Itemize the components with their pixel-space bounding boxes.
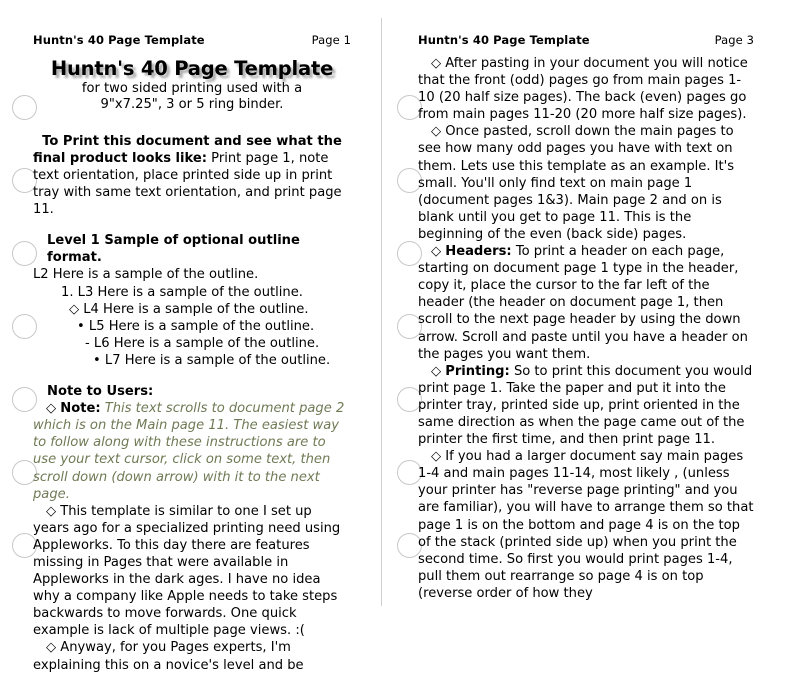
larger-document-paragraph — [418, 448, 754, 602]
right-page-header — [418, 33, 754, 47]
outline-heading: Level 1 Sample of optional outline format. — [47, 233, 300, 266]
diamond-icon: ◇ — [431, 363, 446, 379]
right-header-title: Huntn's 40 Page Template — [418, 33, 590, 47]
diamond-icon: ◇ — [431, 449, 446, 465]
print-instructions-paragraph — [33, 150, 351, 218]
diamond-icon: ◇ — [431, 244, 446, 260]
outline-text-l4: L4 Here is a sample of the outline. — [83, 301, 309, 317]
printing-paragraph — [418, 363, 754, 448]
document-subtitle-line-2: 9"x7.25", 3 or 5 ring binder. — [100, 97, 284, 113]
larger-document-text: If you had a larger document say main pages 1-4 and main pages 11-14, most likely , (unless your printer has "reverse page printing" and you are familiar), you will have to arrange them so that page 1 is on the bottom and page 4 is on the top of the stack (printed side up) when you print the second time. So first you would print pages 1-4, pull them out rearrange so page 4 is on top (reverse order of how they — [418, 449, 754, 601]
outline-text-l3: L3 Here is a sample of the outline. — [77, 284, 303, 300]
diamond-icon: ◇ — [46, 503, 61, 519]
right-page — [382, 0, 800, 618]
after-pasting-paragraph — [418, 55, 754, 123]
outline-item-l7 — [33, 352, 351, 369]
note-paragraph — [33, 400, 351, 503]
outline-item-l4 — [33, 301, 351, 318]
bullet-icon: • — [93, 352, 101, 368]
after-pasting-text: After pasting in your document you will notice that the front (odd) pages go from main pages 1-10 (20 half size pages). The back (even) pages go from main pages 11-20 (20 more half size pages). — [418, 56, 748, 123]
left-page-header — [33, 33, 351, 47]
left-page — [0, 0, 381, 673]
dash-icon: - — [85, 335, 90, 351]
right-page-body — [418, 55, 754, 602]
once-pasted-paragraph — [418, 123, 754, 243]
template-history-text: This template is similar to one I set up years ago for a specialized printing need using Appleworks. To this day there are features missing in Pages that were available in Appleworks in the dark ages. I have no idea why a company like Apple needs to take steps backwards to move forwards. One quick example is lack of multiple page views. :( — [33, 503, 341, 639]
outline-item-l2: L2 Here is a sample of the outline. — [33, 267, 259, 283]
diamond-icon: ◇ — [431, 56, 446, 71]
left-page-body — [33, 58, 351, 674]
left-header-title: Huntn's 40 Page Template — [33, 33, 205, 47]
pages-experts-text: Anyway, for you Pages experts, I'm explaining this on a novice's level and be — [33, 640, 304, 673]
diamond-icon: ◇ — [46, 640, 61, 656]
outline-text-l5: L5 Here is a sample of the outline. — [88, 318, 315, 334]
printing-label: Printing: — [445, 363, 510, 379]
printing-text: So to print this document you would print page 1. Take the paper and put it into the printer tray, printed side up, print oriented in the same direction as when the page came out of the printer the first time, and then print page 11. — [418, 363, 753, 448]
outline-item-l5 — [33, 318, 351, 335]
print-instructions-body: Print page 1, note text orientation, place printed side up in print tray with same text orientation, and print page 11. — [33, 150, 342, 218]
pages-experts-paragraph — [33, 639, 351, 673]
outline-marker-l3: 1. — [61, 284, 74, 300]
outline-text-l7: L7 Here is a sample of the outline. — [104, 352, 331, 368]
template-history-paragraph — [33, 503, 351, 640]
left-header-page-number: Page 1 — [311, 33, 351, 47]
right-header-page-number: Page 3 — [714, 33, 754, 47]
once-pasted-text: Once pasted, scroll down the main pages to see how many odd pages you have with text on them. Lets use this template as an example. It's small. You'll only find text on main page 1 (document pages 1&3). Main page 2 and on is blank until you get to page 11. This is the beginning of the even (back side) pages. — [418, 124, 735, 242]
print-instructions-heading-line-1: To Print this document and see what the — [42, 133, 342, 149]
note-label: Note: — [60, 401, 101, 417]
note-text: This text scrolls to document page 2 which is on the Main page 11. The easiest way to follow along with these instructions are to use your text cursor, click on some text, then scroll down (down arrow) with it to the next page. — [33, 401, 345, 502]
note-to-users-heading: Note to Users: — [47, 384, 154, 400]
headers-text: To print a header on each page, starting on document page 1 type in the header, copy it, place the cursor to the far left of the header (the header on document page 1, then scroll to the next page header by using the down arrow. Scroll and paste until you have a header on the pages you want them. — [418, 244, 748, 362]
diamond-icon: ◇ — [431, 124, 446, 140]
headers-label: Headers: — [445, 244, 512, 260]
diamond-icon: ◇ — [69, 301, 80, 317]
document-subtitle-line-1: for two sided printing used with a — [81, 81, 303, 96]
bullet-icon: • — [77, 318, 85, 334]
headers-paragraph — [418, 243, 754, 363]
outline-item-l6 — [33, 335, 351, 352]
outline-text-l6: L6 Here is a sample of the outline. — [93, 335, 320, 351]
outline-item-l3 — [33, 284, 351, 301]
diamond-icon: ◇ — [46, 401, 61, 417]
document-title: Huntn's 40 Page Template — [50, 57, 334, 80]
print-instructions-heading-line-2: final product looks like: — [33, 150, 207, 166]
